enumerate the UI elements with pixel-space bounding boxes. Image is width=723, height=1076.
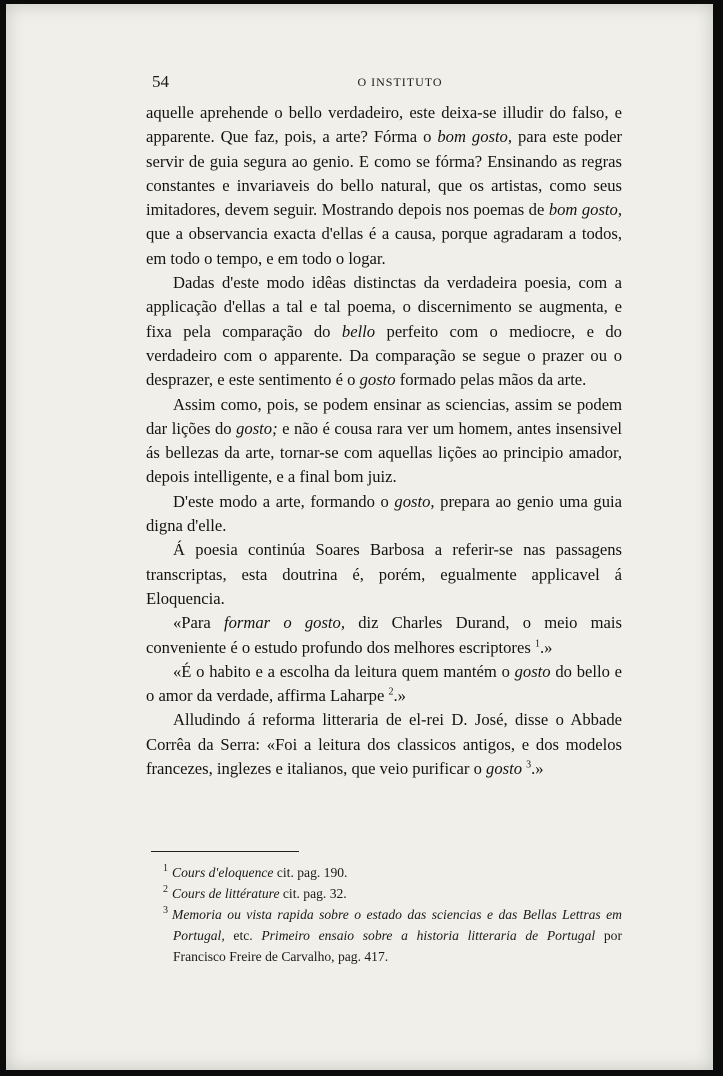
text-run: formado pelas mãos da arte.	[395, 370, 587, 390]
text-run: D'este modo a arte, formando o	[173, 491, 395, 511]
paragraph	[146, 708, 622, 781]
italic-text: Cours de littérature	[172, 886, 280, 901]
italic-text: formar o gosto,	[224, 613, 345, 633]
italic-text: gosto,	[394, 491, 435, 511]
footnote-mark: 3	[163, 905, 168, 916]
text-run: «Para	[173, 613, 225, 633]
italic-text: bello	[341, 321, 376, 341]
italic-text: gosto	[359, 370, 396, 390]
footnote-mark: 1	[163, 863, 168, 874]
footnote	[146, 862, 622, 883]
page-number: 54	[152, 72, 169, 91]
paragraph	[146, 490, 622, 539]
page-header	[152, 72, 628, 94]
text-run: Dadas d'este modo idêas distinctas da verdadeira poesia, com a applicação d'ellas a tal e tal poema, o discernimento se augmenta, e fixa pela comparação do	[146, 273, 622, 341]
text-run: diz Charles Durand, o meio mais conveniente é o estudo profundo dos melhores escriptores	[146, 613, 622, 657]
paragraph	[146, 611, 622, 660]
text-run: para este poder servir de guia segura ao genio. E como se fórma? Ensinando as regras constantes e invariaveis do bello natural, que os artistas, como seus imitadores, devem seguir. Mostrando depois nos poemas de	[146, 127, 622, 220]
text-run: .»	[539, 637, 553, 657]
text-run: e não é cousa rara ver um homem, antes insensivel ás bellezas da arte, tornar-se com aquellas lições ao principio amador, depois intelligente, e a final bom juiz.	[146, 418, 623, 487]
running-title: O INSTITUTO	[357, 75, 443, 89]
text-run: Assim como, pois, se podem ensinar as sciencias, assim se podem dar lições do	[146, 394, 622, 438]
italic-text: bom gosto,	[548, 200, 622, 220]
body-text	[146, 101, 622, 781]
text-run: prepara ao genio uma guia digna d'elle.	[146, 491, 622, 536]
footnote	[146, 883, 622, 904]
text-run: Alludindo á reforma litteraria de el-rei D. José, disse o Abbade Corrêa da Serra: «Foi a leitura dos classicos antigos, e dos modelos francezes, inglezes e italianos, que veio purificar o	[146, 710, 622, 779]
footnote	[146, 904, 622, 967]
footnotes	[146, 862, 622, 967]
paragraph	[146, 393, 622, 490]
footnote-reference: 3	[526, 759, 532, 771]
footnote-mark: 2	[163, 884, 168, 895]
italic-text: bom gosto,	[437, 127, 512, 147]
text-run: cit. pag. 32.	[279, 886, 347, 901]
italic-text: Primeiro ensaio sobre a historia litteraria de Portugal	[261, 928, 596, 943]
text-run: etc.	[224, 928, 262, 943]
italic-text: gosto;	[236, 418, 278, 438]
text-run: .»	[393, 686, 406, 706]
footnote-rule	[151, 851, 299, 852]
text-run: cit. pag. 190.	[273, 865, 348, 880]
text-run: Á poesia continúa Soares Barbosa a referir-se nas passagens transcriptas, esta doutrina é, porém, egualmente applicavel á Eloquencia.	[146, 540, 622, 608]
paragraph	[146, 271, 622, 392]
text-run: perfeito com o mediocre, e do verdadeiro com o apparente. Da comparação se segue o prazer ou o desprazer, e este sentimento é o	[146, 321, 622, 390]
footnote-reference: 2	[388, 686, 394, 698]
text-run: que a observancia exacta d'ellas é a causa, porque agradaram a todos, em todo o tempo, e em todo o logar.	[146, 224, 622, 268]
text-run: do bello e o amor da verdade, affirma Laharpe	[146, 661, 622, 706]
text-run: por Francisco Freire de Carvalho, pag. 417.	[173, 928, 622, 964]
text-run: .»	[531, 759, 544, 779]
text-run: aquelle aprehende o bello verdadeiro, este deixa-se illudir do falso, e apparente. Que faz, pois, a arte? Fórma o	[146, 103, 622, 147]
text-run: «É o habito e a escolha da leitura quem mantém o	[173, 661, 515, 681]
italic-text: Memoria ou vista rapida sobre o estado das sciencias e das Bellas Lettras em Portugal,	[172, 907, 622, 943]
paragraph	[146, 538, 622, 611]
italic-text: Cours d'eloquence	[172, 865, 274, 880]
italic-text: gosto	[514, 661, 551, 681]
footnote-reference: 1	[534, 638, 540, 649]
paragraph	[146, 660, 622, 709]
italic-text: gosto	[486, 759, 522, 779]
paragraph	[146, 101, 622, 271]
